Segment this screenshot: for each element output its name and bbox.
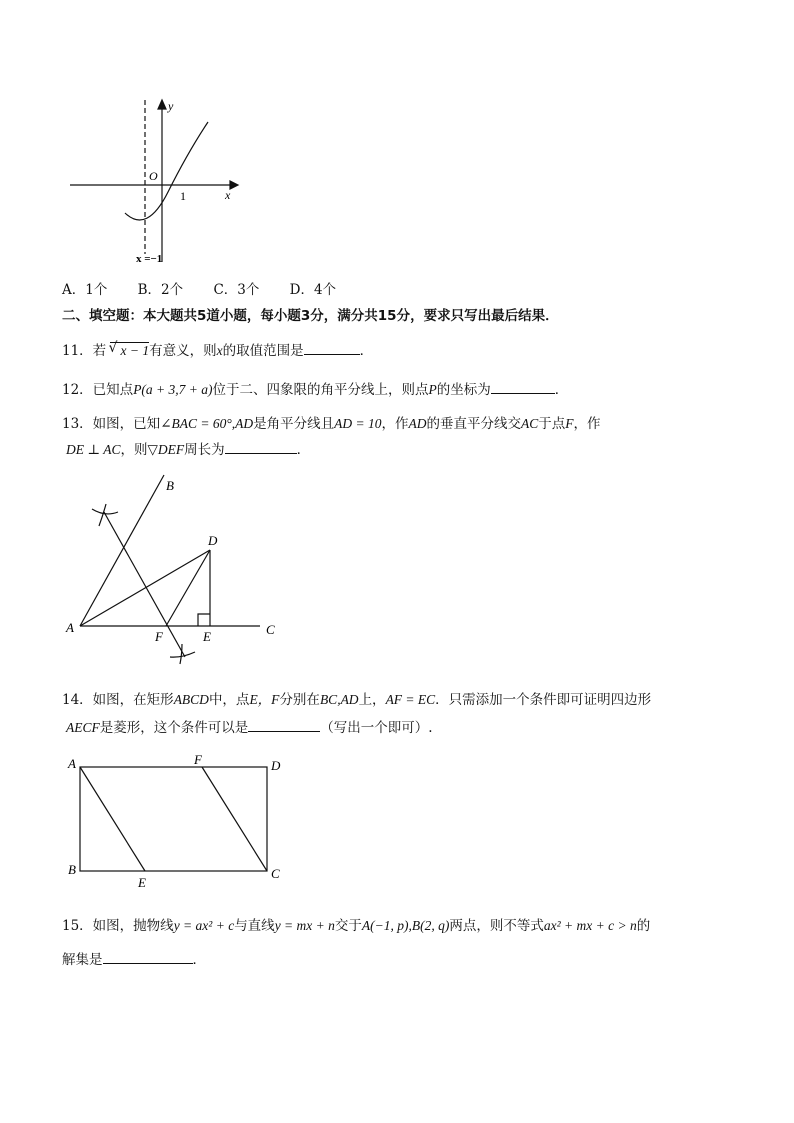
q12-var: P (428, 382, 437, 397)
q14-answer-blank[interactable] (248, 719, 320, 732)
q13-eq: AD = 10 (334, 416, 382, 431)
q15-parabola: y = ax² + c (173, 918, 235, 933)
q13-text-d: 的垂直平分线交 (426, 416, 521, 432)
q15-text-d: 两点，则不等式 (449, 918, 544, 934)
q13-text-h: 周长为 (184, 442, 225, 458)
q15-points: A(−1, p),B(2, q) (361, 918, 450, 933)
arc-mark-bottom-2 (180, 644, 182, 664)
q14-ef: E，F (249, 692, 280, 707)
q12-number: 12．已知点 (62, 382, 134, 398)
q13-text-b: 是角平分线且 (253, 416, 335, 432)
q11-mid: 有意义，则 (149, 343, 217, 359)
segment-ae (80, 767, 145, 871)
q14-eq: AF = EC (385, 692, 436, 707)
label-b: B (166, 478, 174, 493)
symmetry-axis-label: x =−1 (136, 253, 163, 265)
parabola-figure (60, 92, 250, 272)
label-c: C (266, 622, 275, 637)
q12-tail: 的坐标为 (436, 382, 491, 398)
q11-tail: 的取值范围是 (222, 343, 304, 359)
options-row (62, 278, 362, 298)
q12-point: P(a + 3,7 + a) (133, 382, 213, 397)
q13-triangle: ▽DEF (147, 442, 185, 457)
right-angle-mark (198, 614, 210, 626)
arc-mark-top-1 (92, 509, 118, 514)
q13-perp: DE ⊥ AC (66, 442, 121, 457)
section-heading: 二、填空题：本大题共5道小题，每小题3分，满分共15分，要求只写出最后结果． (62, 308, 559, 324)
q14-abcd: ABCD (173, 692, 209, 707)
one-label: 1 (180, 189, 186, 203)
label-a: A (66, 620, 74, 635)
label-b: B (68, 862, 76, 877)
origin-label: O (149, 169, 158, 183)
question-12 (62, 378, 568, 398)
q15-text-c: 交于 (334, 918, 362, 934)
q15-inequality: ax² + mx + c > n (543, 918, 637, 933)
label-e: E (203, 629, 211, 644)
q13-answer-blank[interactable] (225, 441, 297, 454)
label-f: F (155, 629, 163, 644)
q14-text-b: 中，点 (208, 692, 250, 708)
segment-ad (80, 550, 210, 626)
q13-angle: ∠BAC = 60°,AD (160, 416, 254, 431)
q11-var: x (216, 343, 223, 358)
q14-text-c: 分别在 (279, 692, 320, 708)
q11-radicand: x − 1 (120, 343, 150, 358)
option-a: A．1个 (62, 282, 108, 298)
q13-text-g: ，则 (120, 442, 148, 458)
sqrt-expression (110, 342, 149, 359)
q11-number: 11．若 (62, 343, 107, 359)
q12-answer-blank[interactable] (491, 381, 555, 394)
q15-answer-blank[interactable] (103, 951, 193, 964)
q13-text-e: 于点 (538, 416, 566, 432)
q14-text-g: （写出一个即可）. (320, 720, 433, 736)
sqrt-sign-icon: √ (108, 340, 118, 356)
q14-aecf: AECF (66, 720, 100, 735)
question-13-line-2 (66, 438, 310, 458)
label-f: F (194, 752, 202, 767)
angle-bisector-figure (60, 468, 290, 678)
perpendicular-bisector (104, 512, 185, 657)
q13-end: ． (296, 442, 311, 458)
q15-text-a: 15．如图，抛物线 (62, 918, 174, 934)
question-14-line-2 (66, 716, 433, 736)
q14-text-f: 是菱形，这个条件可以是 (99, 720, 249, 736)
label-d: D (208, 533, 218, 548)
q13-text-a: 13．如图，已知 (62, 416, 161, 432)
rectangle-figure (60, 752, 290, 892)
option-d: D．4个 (289, 282, 337, 298)
q14-text-d: 上， (358, 692, 386, 708)
question-15-line-1 (62, 914, 650, 934)
q13-f: F (565, 416, 574, 431)
q14-bcad: BC,AD (319, 692, 359, 707)
label-e: E (138, 875, 146, 890)
y-arrow-icon (158, 100, 166, 109)
option-c: C．3个 (213, 282, 260, 298)
ray-ab (80, 475, 164, 626)
label-d: D (271, 758, 281, 773)
q12-mid: 位于二、四象限的角平分线上，则点 (212, 382, 429, 398)
segment-fc (202, 767, 267, 871)
q14-text-e: ．只需添加一个条件即可证明四边形 (435, 692, 652, 708)
q14-text-a: 14．如图，在矩形 (62, 692, 174, 708)
arc-mark-top-2 (99, 504, 106, 526)
label-c: C (271, 866, 280, 881)
q13-ad: AD (408, 416, 427, 431)
q15-text-e: 的 (636, 918, 651, 934)
q15-end: ． (192, 952, 206, 968)
option-b: B．2个 (137, 282, 184, 298)
y-label: y (168, 99, 174, 113)
question-11 (62, 339, 373, 359)
q13-text-c: ，作 (381, 416, 409, 432)
q13-text-f: ，作 (573, 416, 601, 432)
q12-end: ． (554, 382, 569, 398)
q11-answer-blank[interactable] (304, 342, 360, 355)
q15-text-b: 与直线 (234, 918, 275, 934)
x-label: x (225, 188, 231, 202)
question-13-line-1 (62, 412, 601, 432)
question-14-line-1 (62, 688, 651, 708)
q15-text-f: 解集是 (62, 952, 103, 968)
q15-line: y = mx + n (274, 918, 335, 933)
parabola-curve (125, 122, 208, 220)
q11-end: ． (359, 343, 374, 359)
x-arrow-icon (230, 181, 238, 189)
rectangle-abcd (80, 767, 267, 871)
q13-ac: AC (521, 416, 539, 431)
label-a: A (68, 756, 76, 771)
question-15-line-2 (62, 948, 206, 968)
